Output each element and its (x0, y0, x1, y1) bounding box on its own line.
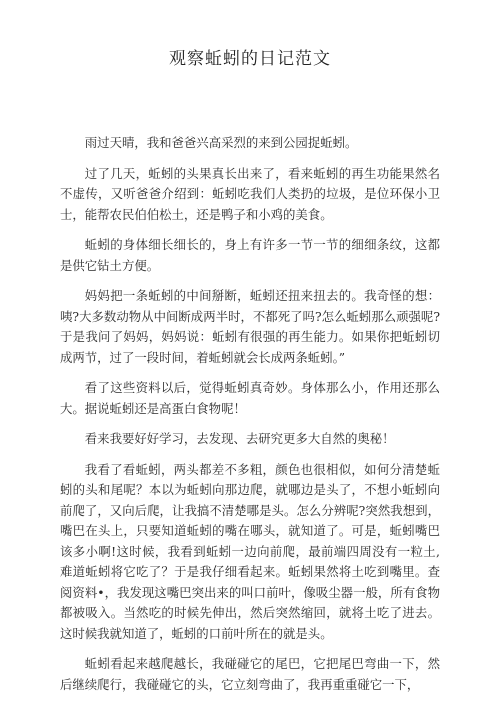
paragraph: 看了这些资料以后，觉得蚯蚓真奇妙。身体那么小，作用还那么大。据说蚯蚓还是高蛋白食物呢！ (60, 380, 440, 416)
paragraph: 妈妈把一条蚯蚓的中间掰断，蚯蚓还扭来扭去的。我奇怪的想：咦?大多数动物从中间断成两半时，不都死了吗?怎么蚯蚓那么顽强呢?于是我问了妈妈，妈妈说：蚯蚓有很强的再生能力。如果你把蚯蚓切成两节，过了一段时间，着蚯蚓就会长成两条蚯蚓。” (60, 288, 440, 365)
paragraph: 我看了看蚯蚓，两头都差不多粗，颜色也很相似，如何分清楚蚯蚓的头和尾呢？本以为蚯蚓向那边爬，就哪边是头了，不想小蚯蚓向前爬了，又向后爬，让我搞不清楚哪是头。怎么分辨呢?突然我想到，嘴巴在头上，只要知道蚯蚓的嘴在哪头，就知道了。可是，蚯蚓嘴巴该多小啊!这时候，我看到蚯蚓一边向前爬，最前端四周没有一粒土,难道蚯蚓将它吃了？于是我仔细看起来。蚯蚓果然将土吃到嘴里。查阅资料•，我发现这嘴巴突出来的叫口前叶，像吸尘器一般，所有食物都被吸入。当然吃的时候先伸出，然后突然缩回，就将土吃了进去。这时候我就知道了，蚯蚓的口前叶所在的就是头。 (60, 461, 440, 641)
paragraph: 看来我要好好学习，去发现、去研究更多大自然的奥秘！ (84, 431, 395, 446)
paragraph: 蚯蚓的身体细长细长的，身上有许多一节一节的细细条纹，这都是供它钻土方便。 (60, 237, 440, 273)
document-body (60, 133, 440, 705)
paragraph: 蚯蚓看起来越爬越长，我碰碰它的尾巴，它把尾巴弯曲一下，然后继续爬行，我碰碰它的头，它立刻弯曲了，我再重重碰它一下， (60, 656, 440, 692)
document-title: 观察蚯蚓的日记范文 (169, 49, 331, 69)
paragraph: 过了几天，蚯蚓的头果真长出来了，看来蚯蚓的再生功能果然名不虚传，又听爸爸介绍到：蚯蚓吃我们人类扔的垃圾，是位环保小卫士，能帮农民伯伯松土，还是鸭子和小鸡的美食。 (60, 165, 440, 222)
paragraph: 雨过天晴，我和爸爸兴高采烈的来到公园捉蚯蚓。 (84, 135, 358, 150)
